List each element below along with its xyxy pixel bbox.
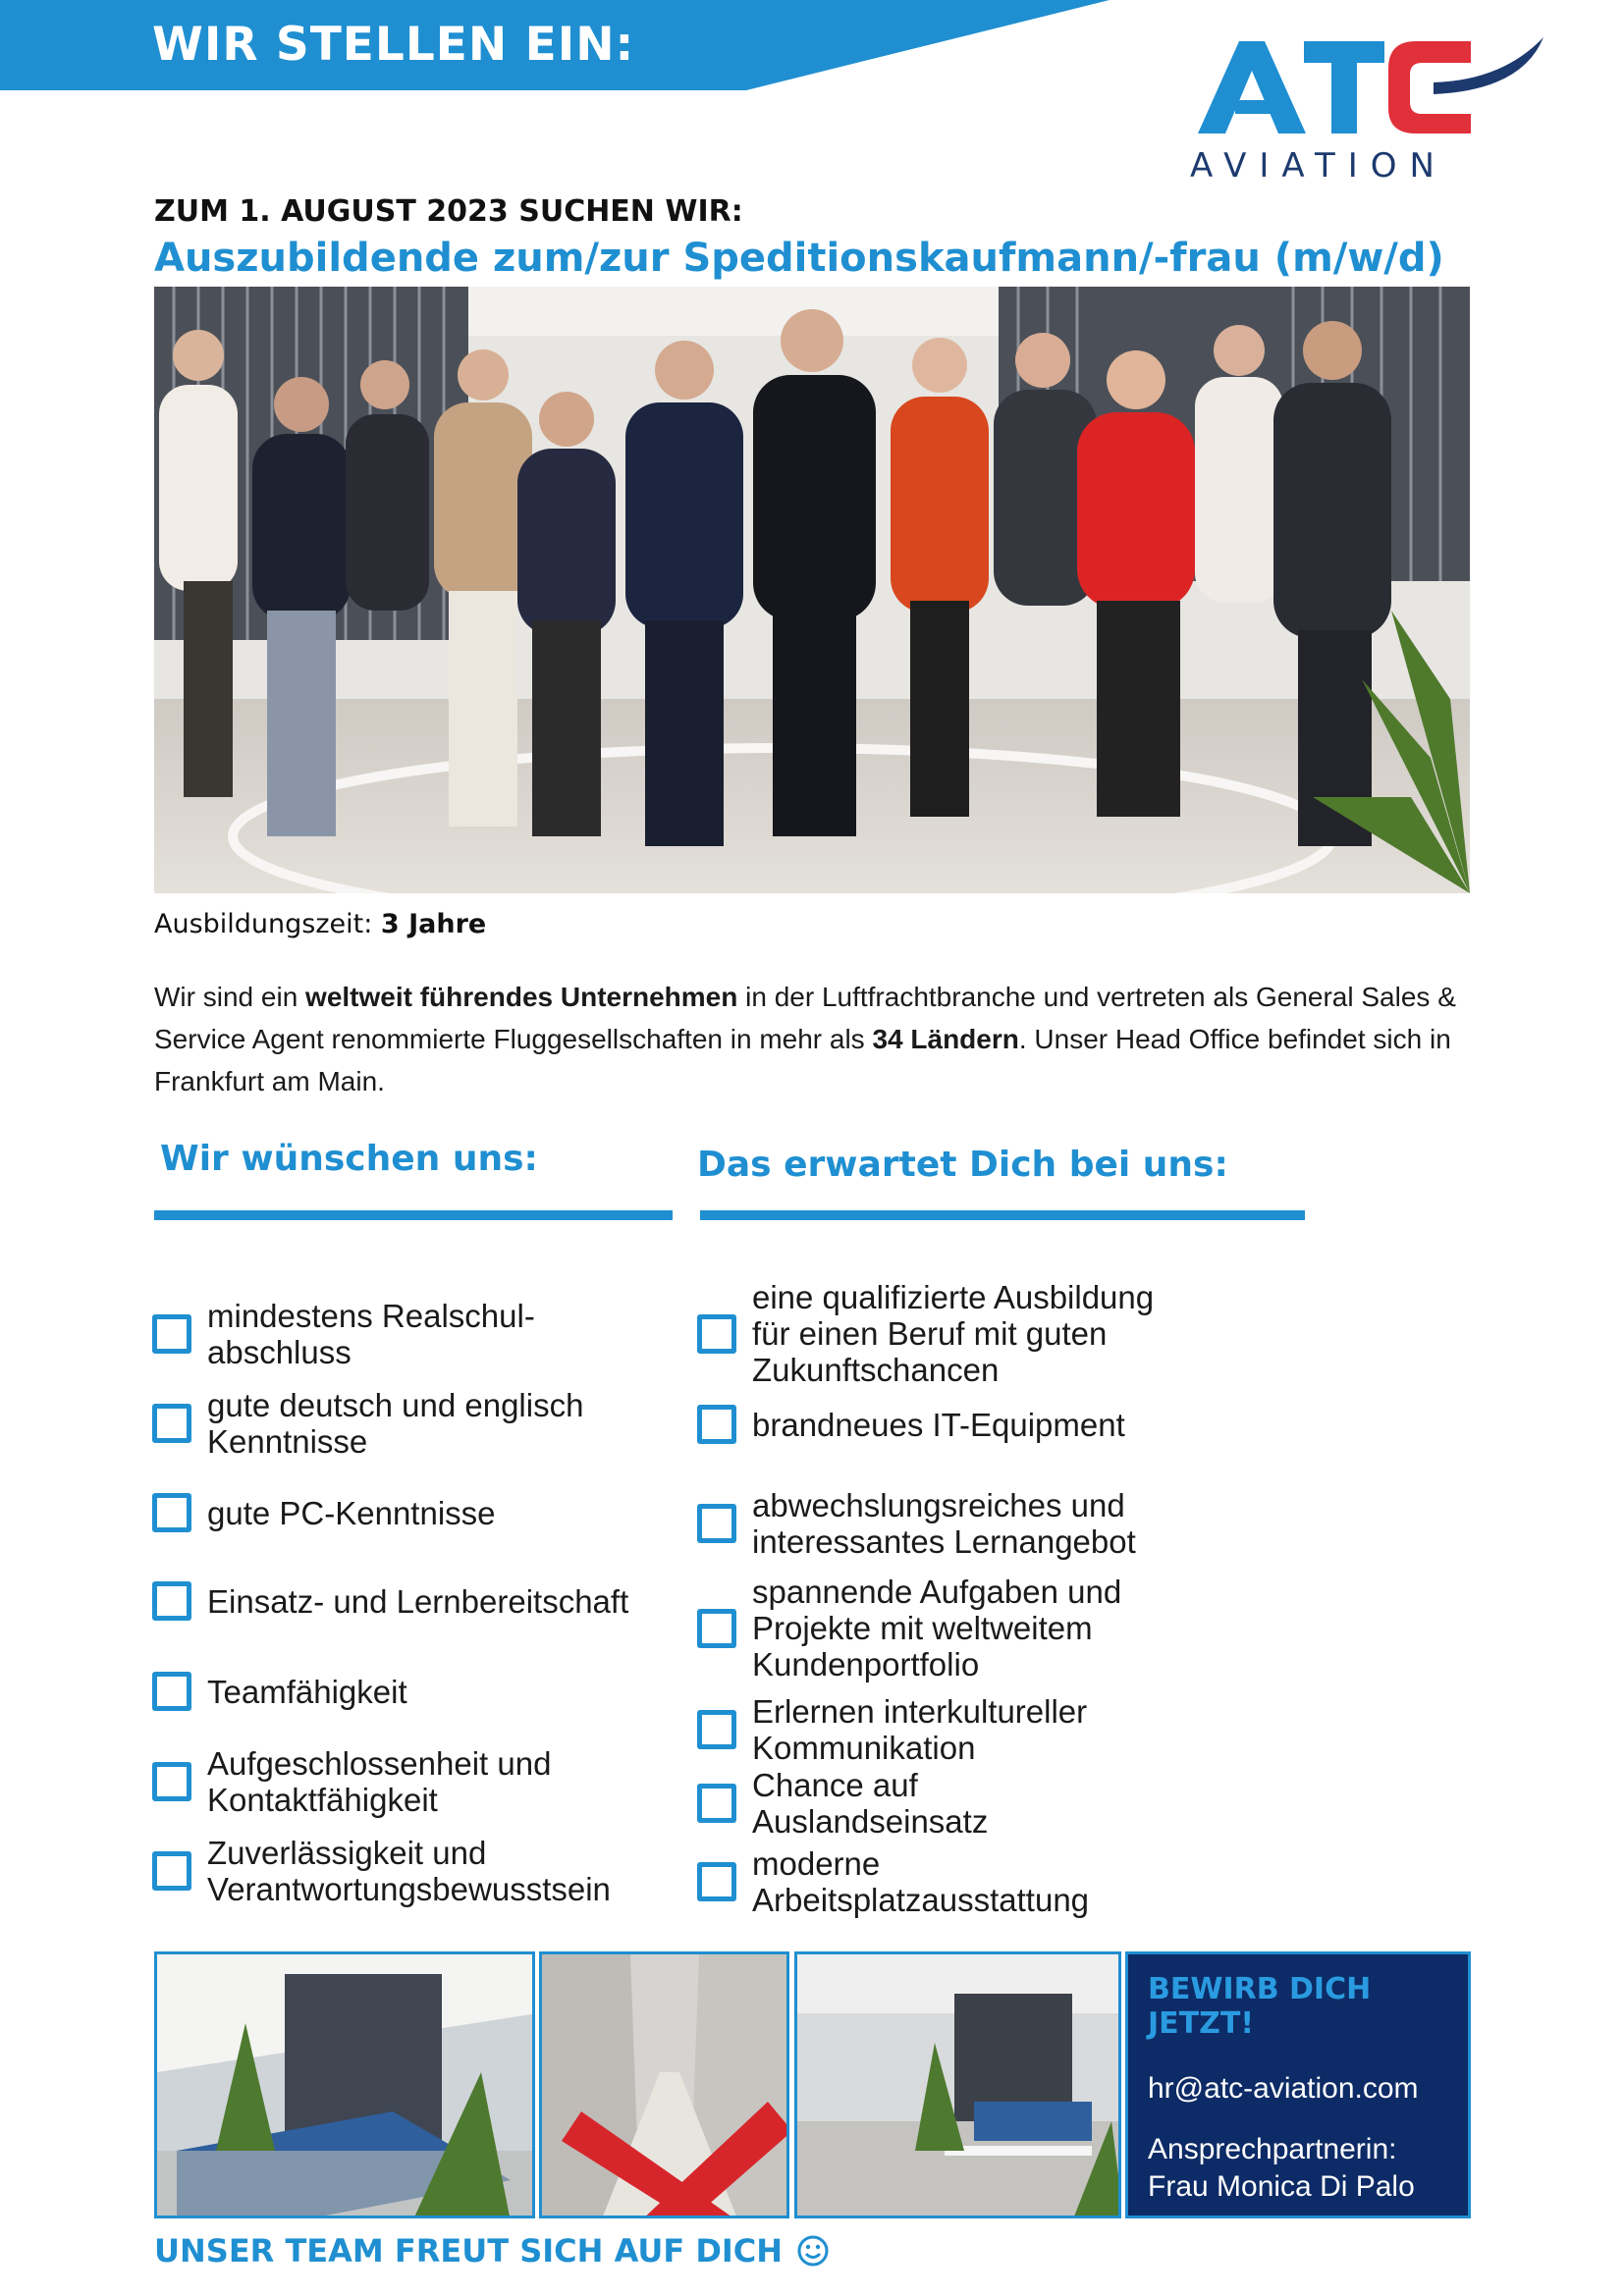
requirement-item — [152, 1493, 496, 1532]
item-line: Chance auf — [752, 1767, 918, 1803]
banner-heading: WIR STELLEN EIN: — [152, 18, 635, 72]
item-text — [752, 1279, 1154, 1388]
requirement-item — [152, 1745, 551, 1818]
apply-title: BEWIRB DICH JETZT! — [1148, 1972, 1372, 2041]
requirement-item — [152, 1387, 583, 1460]
apply-email[interactable]: hr@atc-aviation.com — [1148, 2072, 1419, 2105]
item-line: Zukunftschancen — [752, 1352, 1000, 1388]
checkbox-icon — [697, 1314, 736, 1354]
benefit-item — [697, 1405, 1125, 1444]
item-line: Erlernen interkultureller — [752, 1693, 1088, 1730]
item-line: brandneues IT-Equipment — [752, 1406, 1125, 1443]
item-text — [752, 1487, 1136, 1560]
intro-highlight-countries: 34 Ländern — [872, 1024, 1019, 1054]
item-line: spannende Aufgaben und — [752, 1574, 1122, 1610]
item-text — [752, 1574, 1121, 1682]
item-text — [752, 1845, 1089, 1918]
item-line: Zuverlässigkeit und — [207, 1835, 487, 1871]
item-text — [207, 1298, 535, 1370]
item-line: Aufgeschlossenheit und — [207, 1745, 552, 1782]
requirement-item — [152, 1581, 628, 1621]
checkbox-icon — [152, 1404, 191, 1443]
item-text — [752, 1693, 1087, 1766]
checkbox-icon — [152, 1581, 191, 1621]
duration-value: 3 Jahre — [380, 909, 487, 939]
intro-highlight-company: weltweit führendes Unternehmen — [305, 982, 738, 1012]
apply-box — [1125, 1951, 1471, 2218]
checkbox-icon — [697, 1504, 736, 1543]
footer-tagline — [154, 2232, 830, 2269]
item-line: Kenntnisse — [207, 1423, 368, 1460]
checkbox-icon — [152, 1762, 191, 1801]
item-text — [207, 1583, 628, 1620]
benefit-item — [697, 1693, 1087, 1766]
checkbox-icon — [152, 1672, 191, 1711]
atc-aviation-logo — [1188, 33, 1551, 190]
posting-subhead: ZUM 1. AUGUST 2023 SUCHEN WIR: — [154, 194, 743, 229]
item-line: Kommunikation — [752, 1730, 976, 1766]
item-line: interessantes Lernangebot — [752, 1523, 1136, 1560]
contact-name: Frau Monica Di Palo — [1148, 2170, 1415, 2203]
item-line: moderne — [752, 1845, 881, 1882]
item-text — [207, 1495, 496, 1531]
checkbox-icon — [697, 1405, 736, 1444]
footer-text: UNSER TEAM FREUT SICH AUF DICH — [154, 2232, 784, 2269]
benefit-item — [697, 1845, 1089, 1918]
item-line: Auslandseinsatz — [752, 1803, 989, 1840]
item-text — [207, 1835, 611, 1907]
checkbox-icon — [697, 1784, 736, 1823]
item-text — [207, 1387, 583, 1460]
item-line: eine qualifizierte Ausbildung — [752, 1279, 1155, 1315]
requirements-rule — [154, 1210, 673, 1220]
item-line: Projekte mit weltweitem — [752, 1610, 1093, 1646]
requirement-item — [152, 1298, 535, 1370]
checkbox-icon — [152, 1314, 191, 1354]
benefit-item — [697, 1279, 1154, 1388]
item-line: Teamfähigkeit — [207, 1673, 407, 1710]
benefit-item — [697, 1487, 1136, 1560]
logo-subtitle: AVIATION — [1190, 146, 1447, 186]
checkbox-icon — [697, 1862, 736, 1901]
contact-label: Ansprechpartnerin: — [1148, 2133, 1397, 2165]
team-photo — [154, 287, 1470, 893]
checkbox-icon — [697, 1710, 736, 1749]
item-line: abschluss — [207, 1334, 352, 1370]
item-text — [752, 1407, 1125, 1443]
header-banner — [0, 0, 1110, 90]
requirement-item — [152, 1672, 407, 1711]
item-line: für einen Beruf mit guten — [752, 1315, 1108, 1352]
office-photo-3 — [794, 1951, 1121, 2218]
posting-title: Auszubildende zum/zur Speditionskaufmann/-frau (m/w/d) — [154, 236, 1444, 281]
benefits-rule — [700, 1210, 1305, 1220]
item-line: Arbeitsplatzausstattung — [752, 1882, 1090, 1918]
duration-label: Ausbildungszeit: — [154, 909, 373, 939]
item-text — [207, 1745, 551, 1818]
benefit-item — [697, 1574, 1121, 1682]
requirements-title: Wir wünschen uns: — [160, 1139, 538, 1179]
benefit-item — [697, 1767, 988, 1840]
office-photo-1 — [154, 1951, 535, 2218]
benefits-title: Das erwartet Dich bei uns: — [697, 1145, 1228, 1185]
checkbox-icon — [152, 1851, 191, 1891]
item-text — [207, 1674, 407, 1710]
checkbox-icon — [152, 1493, 191, 1532]
item-line: abwechslungsreiches und — [752, 1487, 1125, 1523]
item-line: Verantwortungsbewusstsein — [207, 1871, 611, 1907]
training-duration — [154, 909, 486, 939]
item-line: mindestens Realschul- — [207, 1298, 535, 1334]
item-line: Kundenportfolio — [752, 1646, 980, 1682]
requirement-item — [152, 1835, 611, 1907]
office-photo-2 — [539, 1951, 789, 2218]
checkbox-icon — [697, 1609, 736, 1648]
item-line: Einsatz- und Lernbereitschaft — [207, 1582, 629, 1620]
smiley-icon — [796, 2234, 830, 2268]
item-line: Kontaktfähigkeit — [207, 1782, 438, 1818]
company-intro: Wir sind ein weltweit führendes Unternehmen in der Luftfrachtbranche und vertreten als General Sales & Service Agent renommierte Fluggesellschaften in mehr als 34 Ländern. Unser Head Office befindet sich in Frankfurt am Main. — [154, 982, 1456, 1096]
item-text — [752, 1767, 988, 1840]
item-line: gute deutsch und englisch — [207, 1387, 584, 1423]
item-line: gute PC-Kenntnisse — [207, 1494, 496, 1531]
